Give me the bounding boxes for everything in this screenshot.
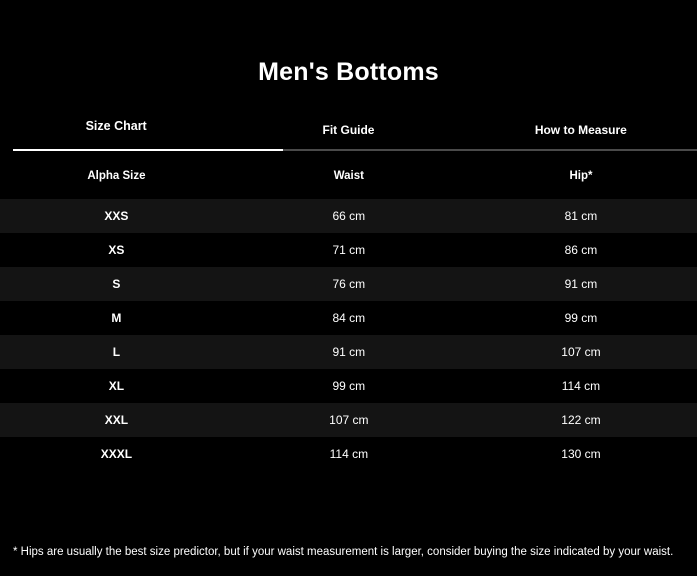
cell-waist: 71 cm xyxy=(332,243,366,257)
cell-waist: 114 cm xyxy=(329,447,369,461)
cell-hip: 107 cm xyxy=(561,345,601,359)
table-row xyxy=(0,369,697,403)
cell-waist: 91 cm xyxy=(332,345,366,359)
tab-fit-guide-label: Fit Guide xyxy=(322,123,375,137)
table-header-row xyxy=(0,151,697,199)
table-header xyxy=(0,151,697,199)
table-row xyxy=(0,301,697,335)
tab-bar xyxy=(0,119,697,151)
cell-alpha-size: XXS xyxy=(104,209,129,223)
table-row xyxy=(0,199,697,233)
cell-hip: 81 cm xyxy=(564,209,598,223)
tab-size-chart[interactable] xyxy=(0,119,232,151)
cell-hip: 91 cm xyxy=(564,277,598,291)
cell-waist: 84 cm xyxy=(332,311,366,325)
cell-hip: 122 cm xyxy=(561,413,601,427)
table-row xyxy=(0,437,697,471)
cell-hip: 114 cm xyxy=(561,379,601,393)
column-header-waist: Waist xyxy=(333,170,364,182)
cell-hip: 86 cm xyxy=(564,243,598,257)
column-header-hip: Hip* xyxy=(569,170,593,182)
tab-how-to-measure-label: How to Measure xyxy=(534,123,627,137)
cell-alpha-size: XXL xyxy=(104,413,129,427)
column-header-alpha-size: Alpha Size xyxy=(87,170,146,182)
cell-waist: 107 cm xyxy=(329,413,369,427)
tab-fit-guide[interactable] xyxy=(232,119,464,151)
cell-hip: 99 cm xyxy=(564,311,598,325)
table-body xyxy=(0,199,697,471)
cell-hip: 130 cm xyxy=(561,447,601,461)
tab-size-chart-label: Size Chart xyxy=(85,119,147,133)
table-row xyxy=(0,267,697,301)
table-row xyxy=(0,335,697,369)
table-row xyxy=(0,233,697,267)
tab-active-indicator xyxy=(13,149,283,151)
cell-waist: 76 cm xyxy=(332,277,366,291)
cell-alpha-size: L xyxy=(112,345,121,359)
cell-waist: 66 cm xyxy=(332,209,366,223)
cell-alpha-size: XL xyxy=(108,379,125,393)
cell-alpha-size: XS xyxy=(108,243,125,257)
cell-waist: 99 cm xyxy=(332,379,366,393)
tab-how-to-measure[interactable] xyxy=(465,119,697,151)
cell-alpha-size: XXXL xyxy=(100,447,133,461)
page-title: Men's Bottoms xyxy=(258,58,439,86)
cell-alpha-size: M xyxy=(111,311,122,325)
footnote: * Hips are usually the best size predictor, but if your waist measurement is larger, consider buying the size indicated by your waist. xyxy=(13,546,674,559)
tab-underline-track xyxy=(13,149,697,151)
cell-alpha-size: S xyxy=(112,277,121,291)
table-row xyxy=(0,403,697,437)
size-chart-table xyxy=(0,151,697,471)
